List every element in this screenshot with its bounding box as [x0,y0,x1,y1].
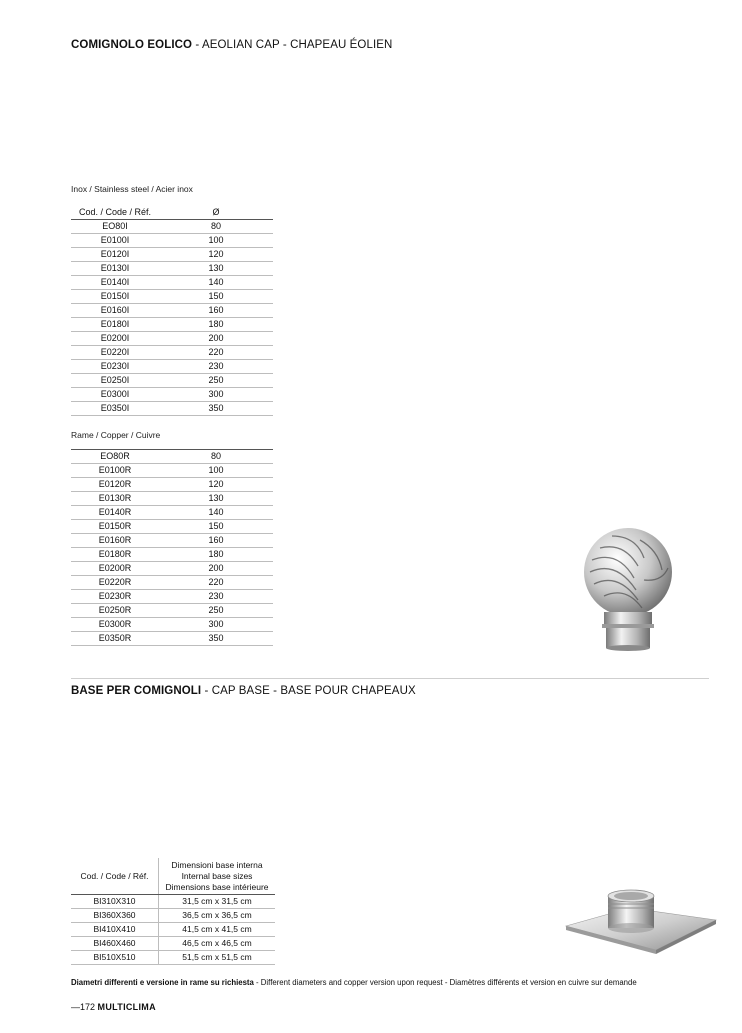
cell-value: 230 [159,590,273,604]
inox-table [71,206,273,416]
cell-value: 80 [159,220,273,234]
cell-code: E0300R [71,618,159,632]
section-divider [71,678,709,679]
cell-code: E0100I [71,234,159,248]
cell-value: 180 [159,318,273,332]
cell-value: 250 [159,374,273,388]
cell-code: E0140I [71,276,159,290]
cell-code: E0220R [71,576,159,590]
cell-code: E0250R [71,604,159,618]
aeolian-cap-image [578,520,678,660]
cell-value: 31,5 cm x 31,5 cm [159,895,276,909]
cell-value: 51,5 cm x 51,5 cm [159,951,276,965]
table-row [71,478,273,492]
table-row [71,576,273,590]
cell-code: E0150R [71,520,159,534]
cell-value: 250 [159,604,273,618]
table-row [71,632,273,646]
table-row [71,618,273,632]
cell-code: E0250I [71,374,159,388]
table-row [71,402,273,416]
brand-name: MULTICLIMA [97,1002,156,1012]
cell-value: 150 [159,290,273,304]
table-row [71,590,273,604]
cell-code: E0220I [71,346,159,360]
cell-value: 36,5 cm x 36,5 cm [159,909,276,923]
cell-value: 100 [159,464,273,478]
page-number: —172 [71,1002,96,1012]
cell-code: BI310X310 [71,895,159,909]
table-row [71,388,273,402]
cell-value: 160 [159,304,273,318]
cell-value: 130 [159,492,273,506]
cell-value: 350 [159,402,273,416]
table-row [71,923,275,937]
availability-note [71,978,637,987]
cell-value: 160 [159,534,273,548]
table-row [71,450,273,464]
cell-code: EO80I [71,220,159,234]
cell-code: E0230I [71,360,159,374]
cell-code: E0100R [71,464,159,478]
cell-code: BI460X460 [71,937,159,951]
table-row [71,276,273,290]
col-dim-fr: Dimensions base intérieure [165,881,269,892]
table-row [71,374,273,388]
cell-code: E0180R [71,548,159,562]
col-diameter-header: Ø [159,206,273,220]
table-row [71,220,273,234]
cell-value: 230 [159,360,273,374]
table-row [71,360,273,374]
table-row [71,332,273,346]
inox-label: Inox / Stainless steel / Acier inox [71,184,193,194]
section-title-rest: - AEOLIAN CAP - CHAPEAU ÉOLIEN [192,39,393,51]
cell-value: 350 [159,632,273,646]
table-row [71,234,273,248]
cell-value: 150 [159,520,273,534]
cell-code: E0160R [71,534,159,548]
table-row [71,909,275,923]
section-title-bold: BASE PER COMIGNOLI [71,685,202,697]
cell-value: 300 [159,618,273,632]
page-footer [71,1002,156,1012]
cap-base-image [560,878,720,968]
table-header-row [71,858,275,895]
col-dim-it: Dimensioni base interna [171,859,263,870]
cell-code: E0300I [71,388,159,402]
cell-code: BI360X360 [71,909,159,923]
cell-value: 180 [159,548,273,562]
cell-code: EO80R [71,450,159,464]
cell-code: E0350I [71,402,159,416]
cell-value: 80 [159,450,273,464]
cell-value: 41,5 cm x 41,5 cm [159,923,276,937]
cell-code: E0200R [71,562,159,576]
table-row [71,534,273,548]
cell-code: E0230R [71,590,159,604]
cell-code: BI510X510 [71,951,159,965]
cell-value: 220 [159,576,273,590]
cell-code: E0120I [71,248,159,262]
cell-value: 120 [159,478,273,492]
note-rest: - Different diameters and copper version upon request - Diamètres différents et version en cuivre sur demande [253,978,637,987]
col-code-header: Cod. / Code / Réf. [71,206,159,220]
cell-code: E0200I [71,332,159,346]
cell-value: 120 [159,248,273,262]
table-row [71,464,273,478]
cell-value: 200 [159,332,273,346]
cell-code: E0180I [71,318,159,332]
table-row [71,548,273,562]
table-row [71,562,273,576]
cell-value: 100 [159,234,273,248]
table-row [71,346,273,360]
table-row [71,248,273,262]
table-row [71,262,273,276]
table-row [71,290,273,304]
cell-value: 220 [159,346,273,360]
cell-code: E0140R [71,506,159,520]
cell-value: 140 [159,276,273,290]
section-title-cap-base [71,685,416,697]
cell-code: E0350R [71,632,159,646]
table-row [71,951,275,965]
table-row [71,506,273,520]
table-row [71,937,275,951]
col-dimensions-header [159,858,276,895]
note-bold: Diametri differenti e versione in rame su richiesta [71,978,254,987]
cell-value: 200 [159,562,273,576]
section-title-aeolian-cap [71,39,392,51]
cell-value: 140 [159,506,273,520]
table-row [71,318,273,332]
section-title-bold: COMIGNOLO EOLICO [71,39,193,51]
cell-code: E0120R [71,478,159,492]
cell-value: 130 [159,262,273,276]
col-dim-en: Internal base sizes [181,870,253,881]
section-title-rest: - CAP BASE - BASE POUR CHAPEAUX [201,685,416,697]
table-row [71,520,273,534]
table-row [71,895,275,909]
cell-value: 46,5 cm x 46,5 cm [159,937,276,951]
cell-code: BI410X410 [71,923,159,937]
table-row [71,492,273,506]
copper-table [71,449,273,646]
cell-code: E0130R [71,492,159,506]
cell-code: E0160I [71,304,159,318]
table-header-row [71,206,273,220]
col-code-header: Cod. / Code / Réf. [71,858,159,895]
cell-code: E0130I [71,262,159,276]
table-row [71,304,273,318]
cap-base-table [71,858,275,965]
cell-code: E0150I [71,290,159,304]
copper-label: Rame / Copper / Cuivre [71,430,161,440]
table-row [71,604,273,618]
cell-value: 300 [159,388,273,402]
